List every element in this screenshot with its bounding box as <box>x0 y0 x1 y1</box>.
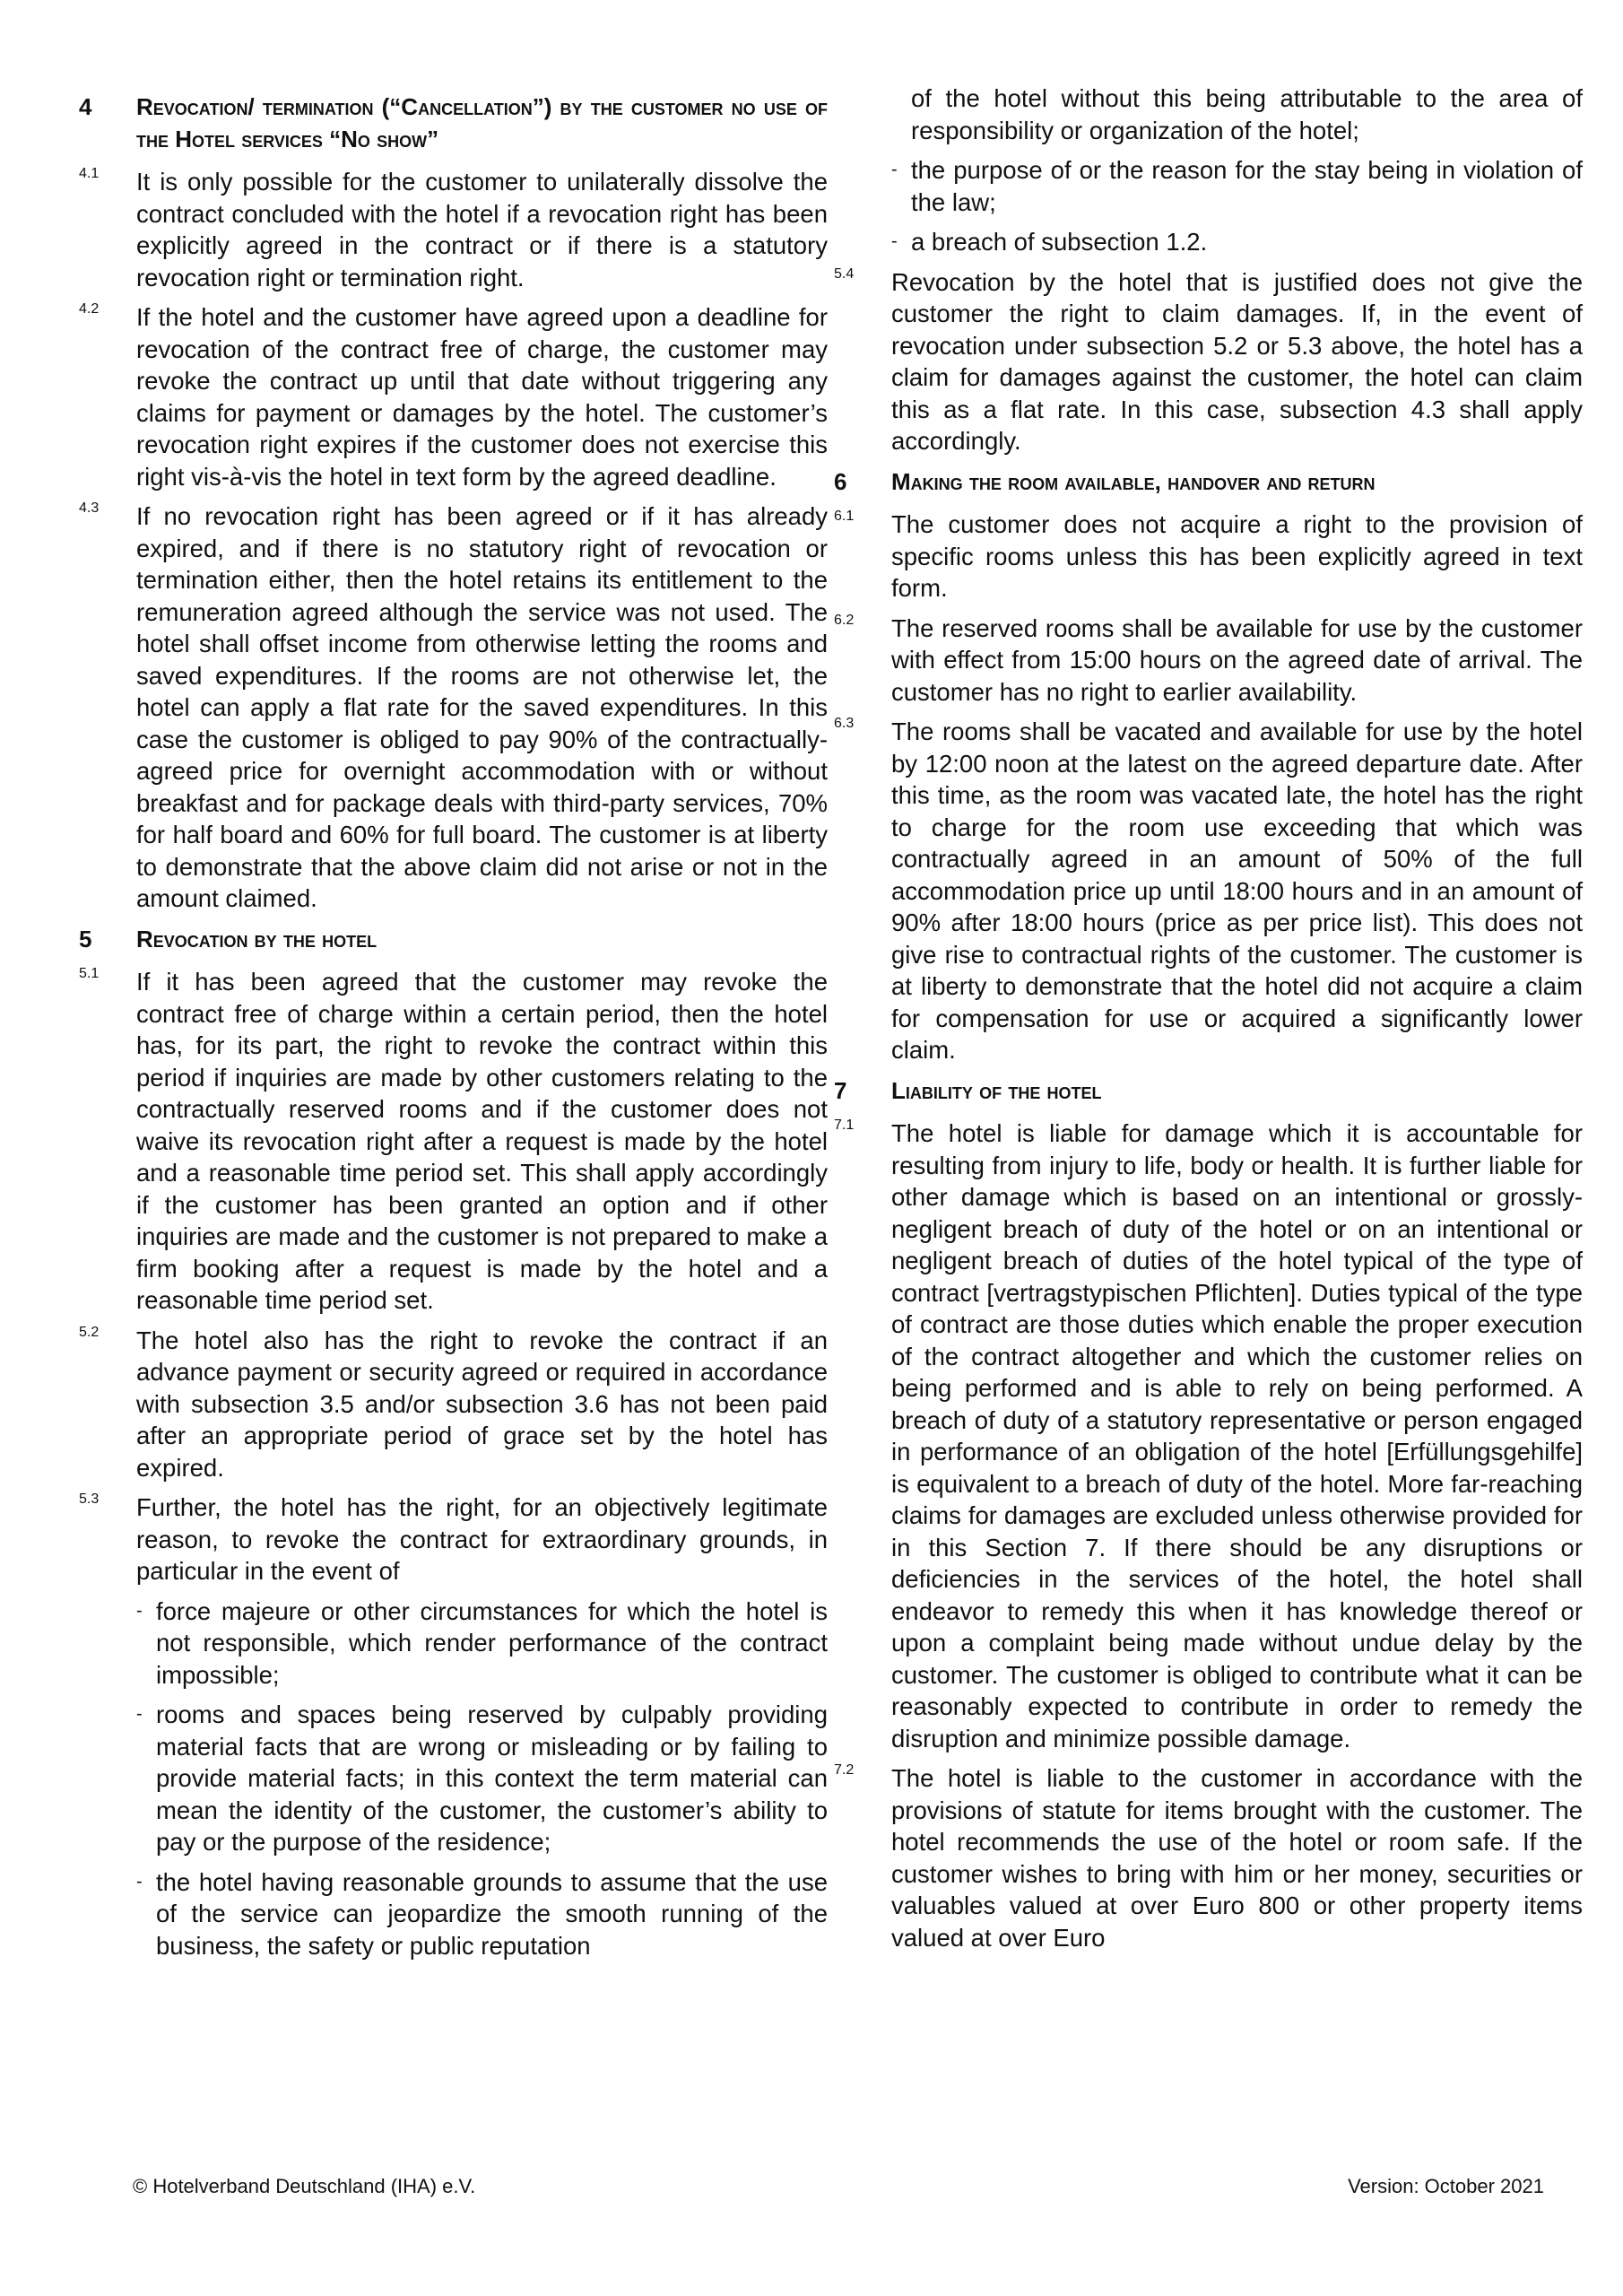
list-item-text: a breach of subsection 1.2. <box>911 228 1208 256</box>
bullet-dash-icon: - <box>891 160 898 179</box>
bullet-dash-icon: - <box>136 1600 143 1621</box>
list-item-text: force majeure or other circumstances for which the hotel is not responsible, which render performance of the contract impossible; <box>156 1596 828 1689</box>
section-title: Liability of the hotel <box>891 1076 1102 1104</box>
section-number: 5 <box>79 925 92 952</box>
list-item-continuation: of the hotel without this being attributable to the area of responsibility or organization of the hotel; <box>911 84 1583 144</box>
section-5-heading <box>79 924 828 956</box>
section-7-heading <box>834 1075 1583 1108</box>
list-item <box>136 1699 828 1858</box>
clause-text: The rooms shall be vacated and available for use by the hotel by 12:00 noon at the latest on the agreed departure date. After this time, as the room was vacated late, the hotel has the right to charge for the room use exceeding that which was contractually agreed in an amount of 50% of the full accommodation price up until 18:00 hours and in an amount of 90% after 18:00 hours (price as per price list). This does not give rise to contractual rights of the customer. The customer is at liberty to demonstrate that the hotel did not acquire a claim for compensation for use or acquired a significantly lower claim. <box>891 718 1583 1064</box>
clause-number: 6.3 <box>834 716 855 731</box>
footer-copyright: © Hotelverband Deutschland (IHA) e.V. <box>133 2175 476 2197</box>
clause-text: Revocation by the hotel that is justified does not give the customer the right to claim damages. If, in the event of revocation under subsection 5.2 or 5.3 above, the hotel has a claim for damages against the customer, the hotel can claim this as a flat rate. In this case, subsection 4.3 shall apply accordingly. <box>891 267 1583 455</box>
section-number: 6 <box>834 467 847 495</box>
clause-number: 5.3 <box>79 1492 100 1507</box>
clause-5-3 <box>79 1492 828 1587</box>
clause-number: 4.3 <box>79 500 100 516</box>
clause-4-3 <box>79 500 828 915</box>
clause-number: 7.2 <box>834 1762 855 1778</box>
clause-6-1 <box>834 509 1583 604</box>
section-6-heading <box>834 466 1583 499</box>
clause-text: The hotel also has the right to revoke the contract if an advance payment or security agreed or required in accordance with subsection 3.5 and/or subsection 3.6 has not been paid after an appropriate period of grace set by the hotel has expired. <box>136 1326 828 1482</box>
list-item-text: the purpose of or the reason for the stay being in violation of the law; <box>911 156 1583 216</box>
clause-text: The hotel is liable for damage which it is accountable for resulting from injury to life, body or health. It is further liable for other damage which is based on an intentional or grossly-negligent breach of duty of the hotel or on an intentional or negligent breach of duties of the hotel typical of the type of contract [vertragstypischen Pflichten]. Duties typical of the type of contract are those duties which enable the proper execution of the contract altogether and which the customer relies on being performed and is able to rely on being performed. A breach of duty of a statutory representative or person engaged in performance of an obligation of the hotel [Erfüllungsgehilfe] is equivalent to a breach of duty of the hotel. More far-reaching claims for damages are excluded unless otherwise provided for in this Section 7. If there should be any disruptions or deficiencies in the services of the hotel, the hotel shall endeavor to remedy this when it has knowledge thereof or upon a complaint being made without undue delay by the customer. The customer is obliged to contribute what it can be reasonably expected to contribute in order to remedy the disruption and minimize possible damage. <box>891 1119 1583 1752</box>
clause-number: 5.2 <box>79 1324 100 1340</box>
right-column <box>834 83 1583 1961</box>
clause-7-2 <box>834 1762 1583 1953</box>
clause-5-1 <box>79 966 828 1317</box>
bullet-dash-icon: - <box>136 1871 143 1892</box>
list-item-text: the hotel having reasonable grounds to assume that the use of the service can jeopardize the smooth running of the business, the safety or public reputation <box>156 1867 828 1960</box>
clause-number: 5.4 <box>834 265 855 282</box>
clause-text: If no revocation right has been agreed or if it has already expired, and if there is no statutory right of revocation or termination either, then the hotel retains its entitlement to the remuneration agreed although the service was not used. The hotel shall offset income from otherwise letting the rooms and saved expenditures. If the rooms are not otherwise let, the hotel can apply a flat rate for the saved expenditures. In this case the customer is obliged to pay 90% of the contractually-agreed price for overnight accommodation with or without breakfast and for package deals with third-party services, 70% for half board and 60% for full board. The customer is at liberty to demonstrate that the above claim did not arise or not in the amount claimed. <box>136 502 828 912</box>
clause-6-3 <box>834 716 1583 1066</box>
section-title: Revocation/ termination (“Cancellation”) by the customer no use of the Hotel services “No show” <box>136 93 828 152</box>
list-item-text: rooms and spaces being reserved by culpably providing material facts that are wrong or misleading or by failing to provide material facts; in this context the term material can mean the identity of the customer, the customer’s ability to pay or the purpose of the residence; <box>156 1700 828 1856</box>
clause-number: 4.2 <box>79 301 100 317</box>
list-item <box>136 1866 828 1962</box>
clause-number: 4.1 <box>79 166 100 181</box>
clause-number: 6.1 <box>834 509 855 524</box>
clause-number: 5.1 <box>79 966 100 981</box>
footer-version: Version: October 2021 <box>1348 2175 1544 2197</box>
list-item <box>891 226 1583 258</box>
clause-4-2 <box>79 301 828 492</box>
clause-number: 7.1 <box>834 1118 855 1133</box>
clause-4-1 <box>79 166 828 293</box>
section-title: Revocation by the hotel <box>136 925 378 952</box>
bullet-dash-icon: - <box>136 1704 143 1724</box>
clause-text: The customer does not acquire a right to the provision of specific rooms unless this has been explicitly agreed in text form. <box>891 510 1583 602</box>
clause-text: Further, the hotel has the right, for an objectively legitimate reason, to revoke the contract for extraordinary grounds, in particular in the event of <box>136 1493 828 1585</box>
bullet-dash-icon: - <box>891 231 898 251</box>
section-number: 4 <box>79 93 92 120</box>
clause-number: 6.2 <box>834 612 855 628</box>
clause-7-1 <box>834 1118 1583 1754</box>
section-4-heading <box>79 91 828 155</box>
clause-text: It is only possible for the customer to unilaterally dissolve the contract concluded with the hotel if a revocation right has been explicitly agreed in the contract or if there is a statutory revocation right or termination right. <box>136 168 828 291</box>
clause-5-2 <box>79 1325 828 1484</box>
clause-6-2 <box>834 613 1583 709</box>
clause-5-4 <box>834 266 1583 457</box>
clause-text: The hotel is liable to the customer in accordance with the provisions of statute for items brought with the customer. The hotel recommends the use of the hotel or room safe. If the customer wishes to bring with him or her money, securities or valuables valued at over Euro 800 or other property items valued at over Euro <box>891 1764 1583 1952</box>
clause-text: If the hotel and the customer have agreed upon a deadline for revocation of the contract free of charge, the customer may revoke the contract up until that date without triggering any claims for payment or damages by the hotel. The customer’s revocation right expires if the customer does not exercise this right vis-à-vis the hotel in text form by the agreed deadline. <box>136 303 828 491</box>
section-title: Making the room available, handover and return <box>891 467 1376 495</box>
section-number: 7 <box>834 1076 847 1104</box>
list-item <box>136 1596 828 1692</box>
left-column <box>79 83 828 1970</box>
list-item <box>891 154 1583 218</box>
clause-text: If it has been agreed that the customer may revoke the contract free of charge within a certain period, then the hotel has, for its part, the right to revoke the contract within this period if inquiries are made by other customers relating to the contractually reserved rooms and if the customer does not waive its revocation right after a request is made by the hotel and a reasonable time period set. This shall apply accordingly if the customer has been granted an option and if other inquiries are made and the customer is not prepared to make a firm booking after a request is made by the hotel and a reasonable time period set. <box>136 968 828 1314</box>
clause-text: The reserved rooms shall be available for use by the customer with effect from 15:00 hours on the agreed date of arrival. The customer has no right to earlier availability. <box>891 613 1583 706</box>
